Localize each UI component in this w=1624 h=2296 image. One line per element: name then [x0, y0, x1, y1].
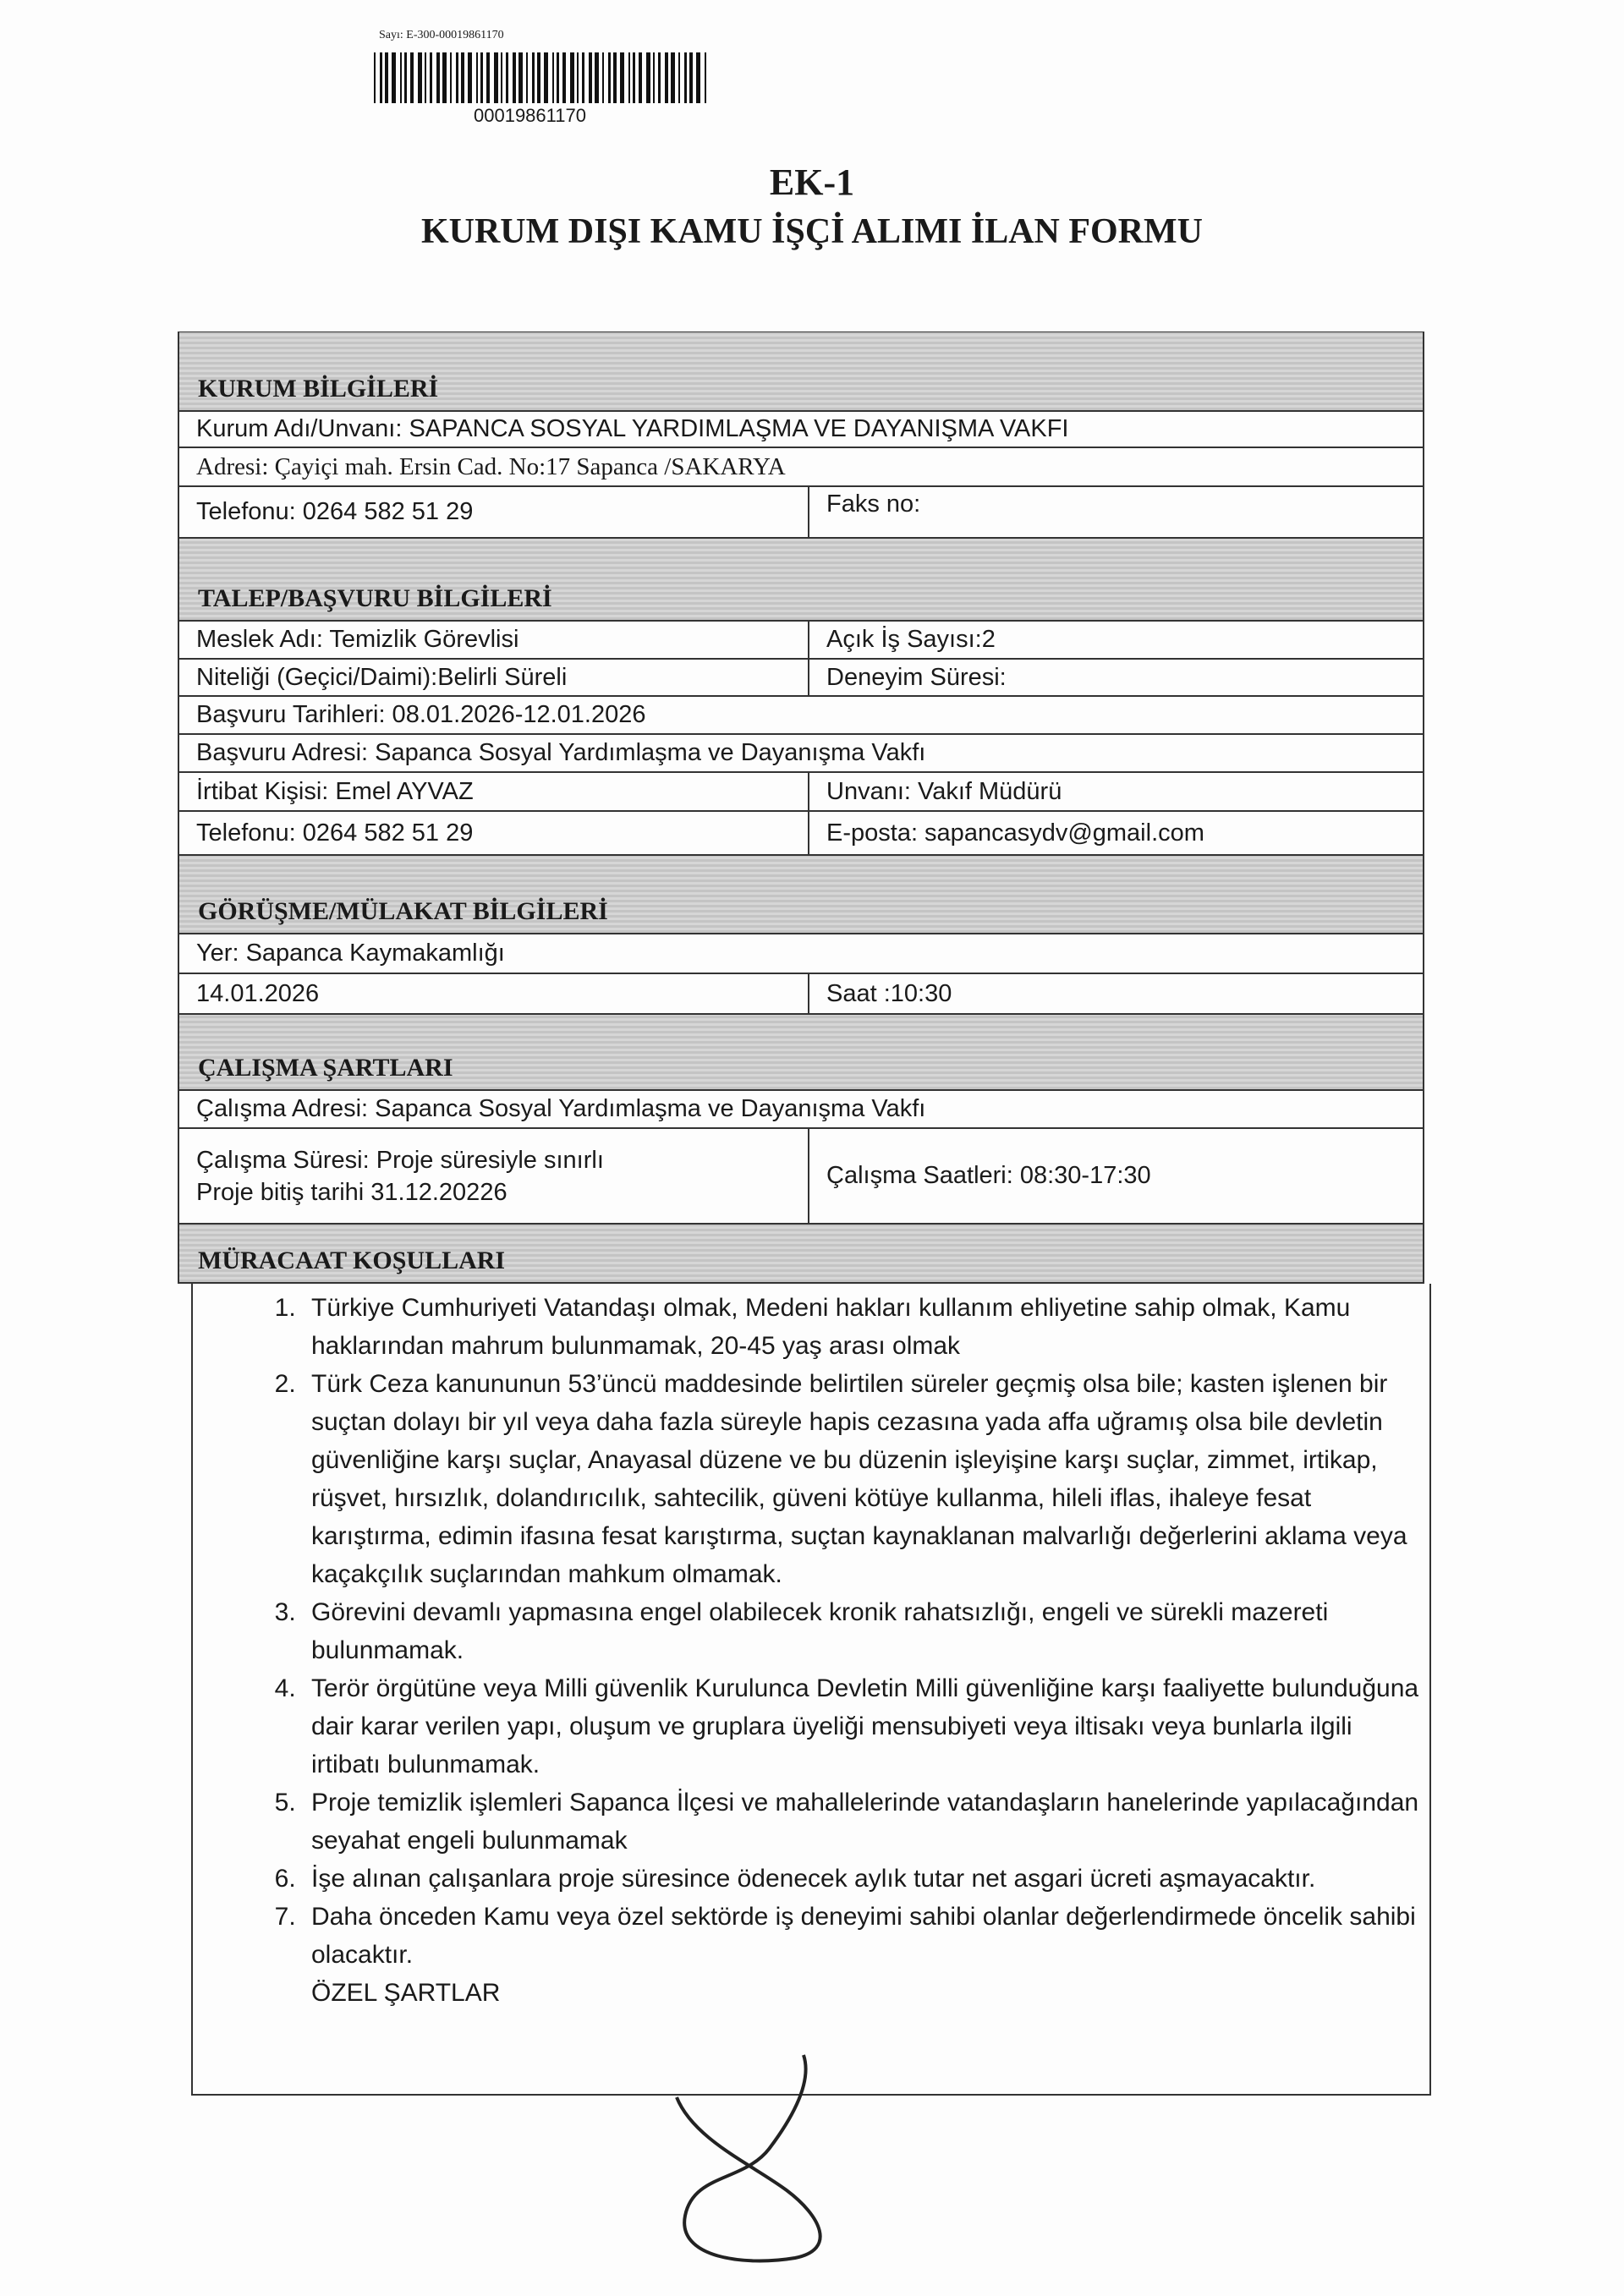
barcode-bar — [436, 52, 440, 103]
open-positions: Açık İş Sayısı:2 — [826, 626, 996, 653]
contact-title: Unvanı: Vakıf Müdürü — [826, 777, 1062, 805]
barcode-bar — [570, 52, 574, 103]
barcode-bar — [392, 52, 396, 103]
contact-email[interactable]: E-posta: sapancasydv@gmail.com — [826, 819, 1204, 847]
barcode-bar — [486, 52, 490, 103]
barcode-bar — [410, 52, 414, 103]
contact-row — [178, 773, 1424, 812]
barcode-bar — [684, 52, 687, 103]
barcode-bar — [613, 52, 617, 103]
barcode-bar — [526, 52, 528, 103]
barcode-bar — [494, 52, 498, 103]
work-address: Çalışma Adresi: Sapanca Sosyal Yardımlaşma ve Dayanışma Vakfı — [196, 1095, 926, 1122]
kurum-fax: Faks no: — [826, 490, 921, 518]
work-duration — [179, 1129, 809, 1223]
barcode-bar — [544, 52, 548, 103]
contact-phone-row — [178, 812, 1424, 856]
kurum-phone-row — [178, 487, 1424, 539]
application-address: Başvuru Adresi: Sapanca Sosyal Yardımlaşma ve Dayanışma Vakfı — [196, 739, 926, 766]
form-code: EK-1 — [769, 162, 855, 203]
work-duration-text: Çalışma Süresi: Proje süresiyle sınırlı — [196, 1146, 604, 1174]
barcode-bar — [646, 52, 650, 103]
section-kurum-heading: KURUM BİLGİLERİ — [178, 332, 1424, 410]
barcode-bar — [518, 52, 523, 103]
barcode-bar — [425, 52, 426, 103]
application-conditions — [191, 1284, 1431, 2096]
kurum-address-row — [178, 448, 1424, 487]
condition-item: 4. Terör örgütüne veya Milli güvenlik Kurulunca Devletin Milli güvenliğine karşı faaliyette bulunduğuna dair karar verilen yapı, oluşum ve gruplara üyeliği mensubiyeti veya iltisakı veya bunlarla ilgili irtibatı bulunmamak. — [303, 1669, 1421, 1784]
barcode-bar — [552, 52, 554, 103]
section-muracaat-heading: MÜRACAAT KOŞULLARI — [178, 1225, 1424, 1284]
condition-item: 3. Görevini devamlı yapmasına engel olabilecek kronik rahatsızlığı, engeli ve sürekli mazereti bulunmamak. — [303, 1593, 1421, 1669]
barcode-bar — [582, 52, 584, 103]
barcode-bar — [608, 52, 611, 103]
contact-person: İrtibat Kişisi: Emel AYVAZ — [179, 773, 809, 810]
barcode-bar — [506, 52, 508, 103]
signature — [643, 2047, 863, 2275]
occupation-row — [178, 620, 1424, 660]
occupation: Meslek Adı: Temizlik Görevlisi — [179, 622, 809, 658]
condition-item: 2. Türk Ceza kanununun 53’üncü maddesinde belirtilen süreler geçmiş olsa bile; kasten işlenen bir suçtan dolayı bir yıl veya daha fazla süreyle hapis cezasına yada affa uğramış olsa bile devletin güvenliğine karşı suçlar, Anayasal düzene ve bu düzenin işleyişine karşı suçlar, zimmet, irtikap, rüşvet, hırsızlık, dolandırıcılık, sahtecilik, güveni kötüye kullanma, hileli iflas, ihaleye fesat karıştırma, edimin ifasına fesat karıştırma, suçtan kaynaklanan malvarlığı değerlerini aklama veya kaçakçılık suçlarından mahkum olmamak. — [303, 1365, 1421, 1593]
barcode-bar — [557, 52, 559, 103]
barcode — [372, 52, 710, 103]
condition-item: 6. İşe alınan çalışanlara proje süresince ödenecek aylık tutar net asgari ücreti aşmayacaktır. — [303, 1860, 1421, 1898]
barcode-bar — [456, 52, 458, 103]
barcode-bar — [513, 52, 516, 103]
interview-time: Saat :10:30 — [826, 979, 952, 1007]
section-gorusme-heading: GÖRÜŞME/MÜLAKAT BİLGİLERİ — [178, 856, 1424, 933]
work-duration-row — [178, 1129, 1424, 1225]
barcode-bar — [385, 52, 388, 103]
barcode-bar — [404, 52, 407, 103]
application-dates: Başvuru Tarihleri: 08.01.2026-12.01.2026 — [196, 701, 646, 728]
barcode-bar — [665, 52, 668, 103]
barcode-bar — [696, 52, 700, 103]
work-hours: Çalışma Saatleri: 08:30-17:30 — [826, 1162, 1151, 1189]
condition-item: 1. Türkiye Cumhuriyeti Vatandaşı olmak, Medeni hakları kullanım ehliyetine sahip olmak, Kamu haklarından mahrum bulunmamak, 20-45 yaş arası olmak — [303, 1289, 1421, 1365]
section-calisma-heading: ÇALIŞMA ŞARTLARI — [178, 1015, 1424, 1089]
barcode-bar — [450, 52, 452, 103]
barcode-bar — [562, 52, 566, 103]
experience: Deneyim Süresi: — [826, 663, 1007, 691]
barcode-bar — [480, 52, 483, 103]
kurum-address: Adresi: Çayiçi mah. Ersin Cad. No:17 Sapanca /SAKARYA — [196, 452, 786, 480]
application-dates-row — [178, 697, 1424, 735]
barcode-bar — [418, 52, 422, 103]
condition-item: 5. Proje temizlik işlemleri Sapanca İlçesi ve mahallelerinde vatandaşların hanelerinde yapılacağından seyahat engeli bulunmamak — [303, 1784, 1421, 1860]
special-conditions-label: ÖZEL ŞARTLAR — [311, 1979, 501, 2007]
barcode-bar — [532, 52, 535, 103]
barcode-bar — [628, 52, 630, 103]
form-title: KURUM DIŞI KAMU İŞÇİ ALIMI İLAN FORMU — [420, 212, 1204, 251]
barcode-bar — [705, 52, 706, 103]
interview-date-row — [178, 974, 1424, 1015]
kurum-phone: Telefonu: 0264 582 51 29 — [179, 487, 809, 537]
barcode-bar — [476, 52, 478, 103]
contact-phone: Telefonu: 0264 582 51 29 — [179, 812, 809, 854]
work-address-row — [178, 1089, 1424, 1129]
barcode-bar — [602, 52, 604, 103]
barcode-bar — [461, 52, 464, 103]
barcode-bar — [653, 52, 655, 103]
kurum-name-row — [178, 410, 1424, 448]
barcode-bar — [589, 52, 592, 103]
condition-item: 7. Daha önceden Kamu veya özel sektörde iş deneyimi sahibi olanlar değerlendirmede öncelik sahibi olacaktır. — [303, 1898, 1421, 1974]
barcode-bar — [380, 52, 382, 103]
barcode-bar — [400, 52, 402, 103]
barcode-number: 00019861170 — [474, 105, 586, 126]
barcode-bar — [577, 52, 579, 103]
barcode-bar — [468, 52, 472, 103]
barcode-bar — [595, 52, 599, 103]
barcode-bar — [442, 52, 447, 103]
barcode-bar — [501, 52, 502, 103]
application-address-row — [178, 735, 1424, 773]
kurum-name: Kurum Adı/Unvanı: SAPANCA SOSYAL YARDIMLAŞMA VE DAYANIŞMA VAKFI — [196, 415, 1069, 442]
barcode-bar — [374, 52, 376, 103]
nature: Niteliği (Geçici/Daimi):Belirli Süreli — [179, 660, 809, 695]
section-talep-heading: TALEP/BAŞVURU BİLGİLERİ — [178, 539, 1424, 620]
conditions-list — [193, 1289, 1421, 1974]
barcode-bar — [678, 52, 680, 103]
project-end-date: Proje bitiş tarihi 31.12.20226 — [196, 1178, 508, 1206]
barcode-bar — [537, 52, 540, 103]
barcode-bar — [430, 52, 432, 103]
barcode-bar — [639, 52, 642, 103]
barcode-bar — [633, 52, 635, 103]
document-number: Sayı: E-300-00019861170 — [379, 29, 504, 41]
interview-place: Yer: Sapanca Kaymakamlığı — [196, 940, 505, 967]
barcode-bar — [689, 52, 693, 103]
barcode-bar — [658, 52, 661, 103]
interview-date: 14.01.2026 — [179, 974, 809, 1013]
barcode-bar — [620, 52, 624, 103]
barcode-bar — [671, 52, 675, 103]
interview-place-row — [178, 933, 1424, 974]
nature-row — [178, 660, 1424, 697]
